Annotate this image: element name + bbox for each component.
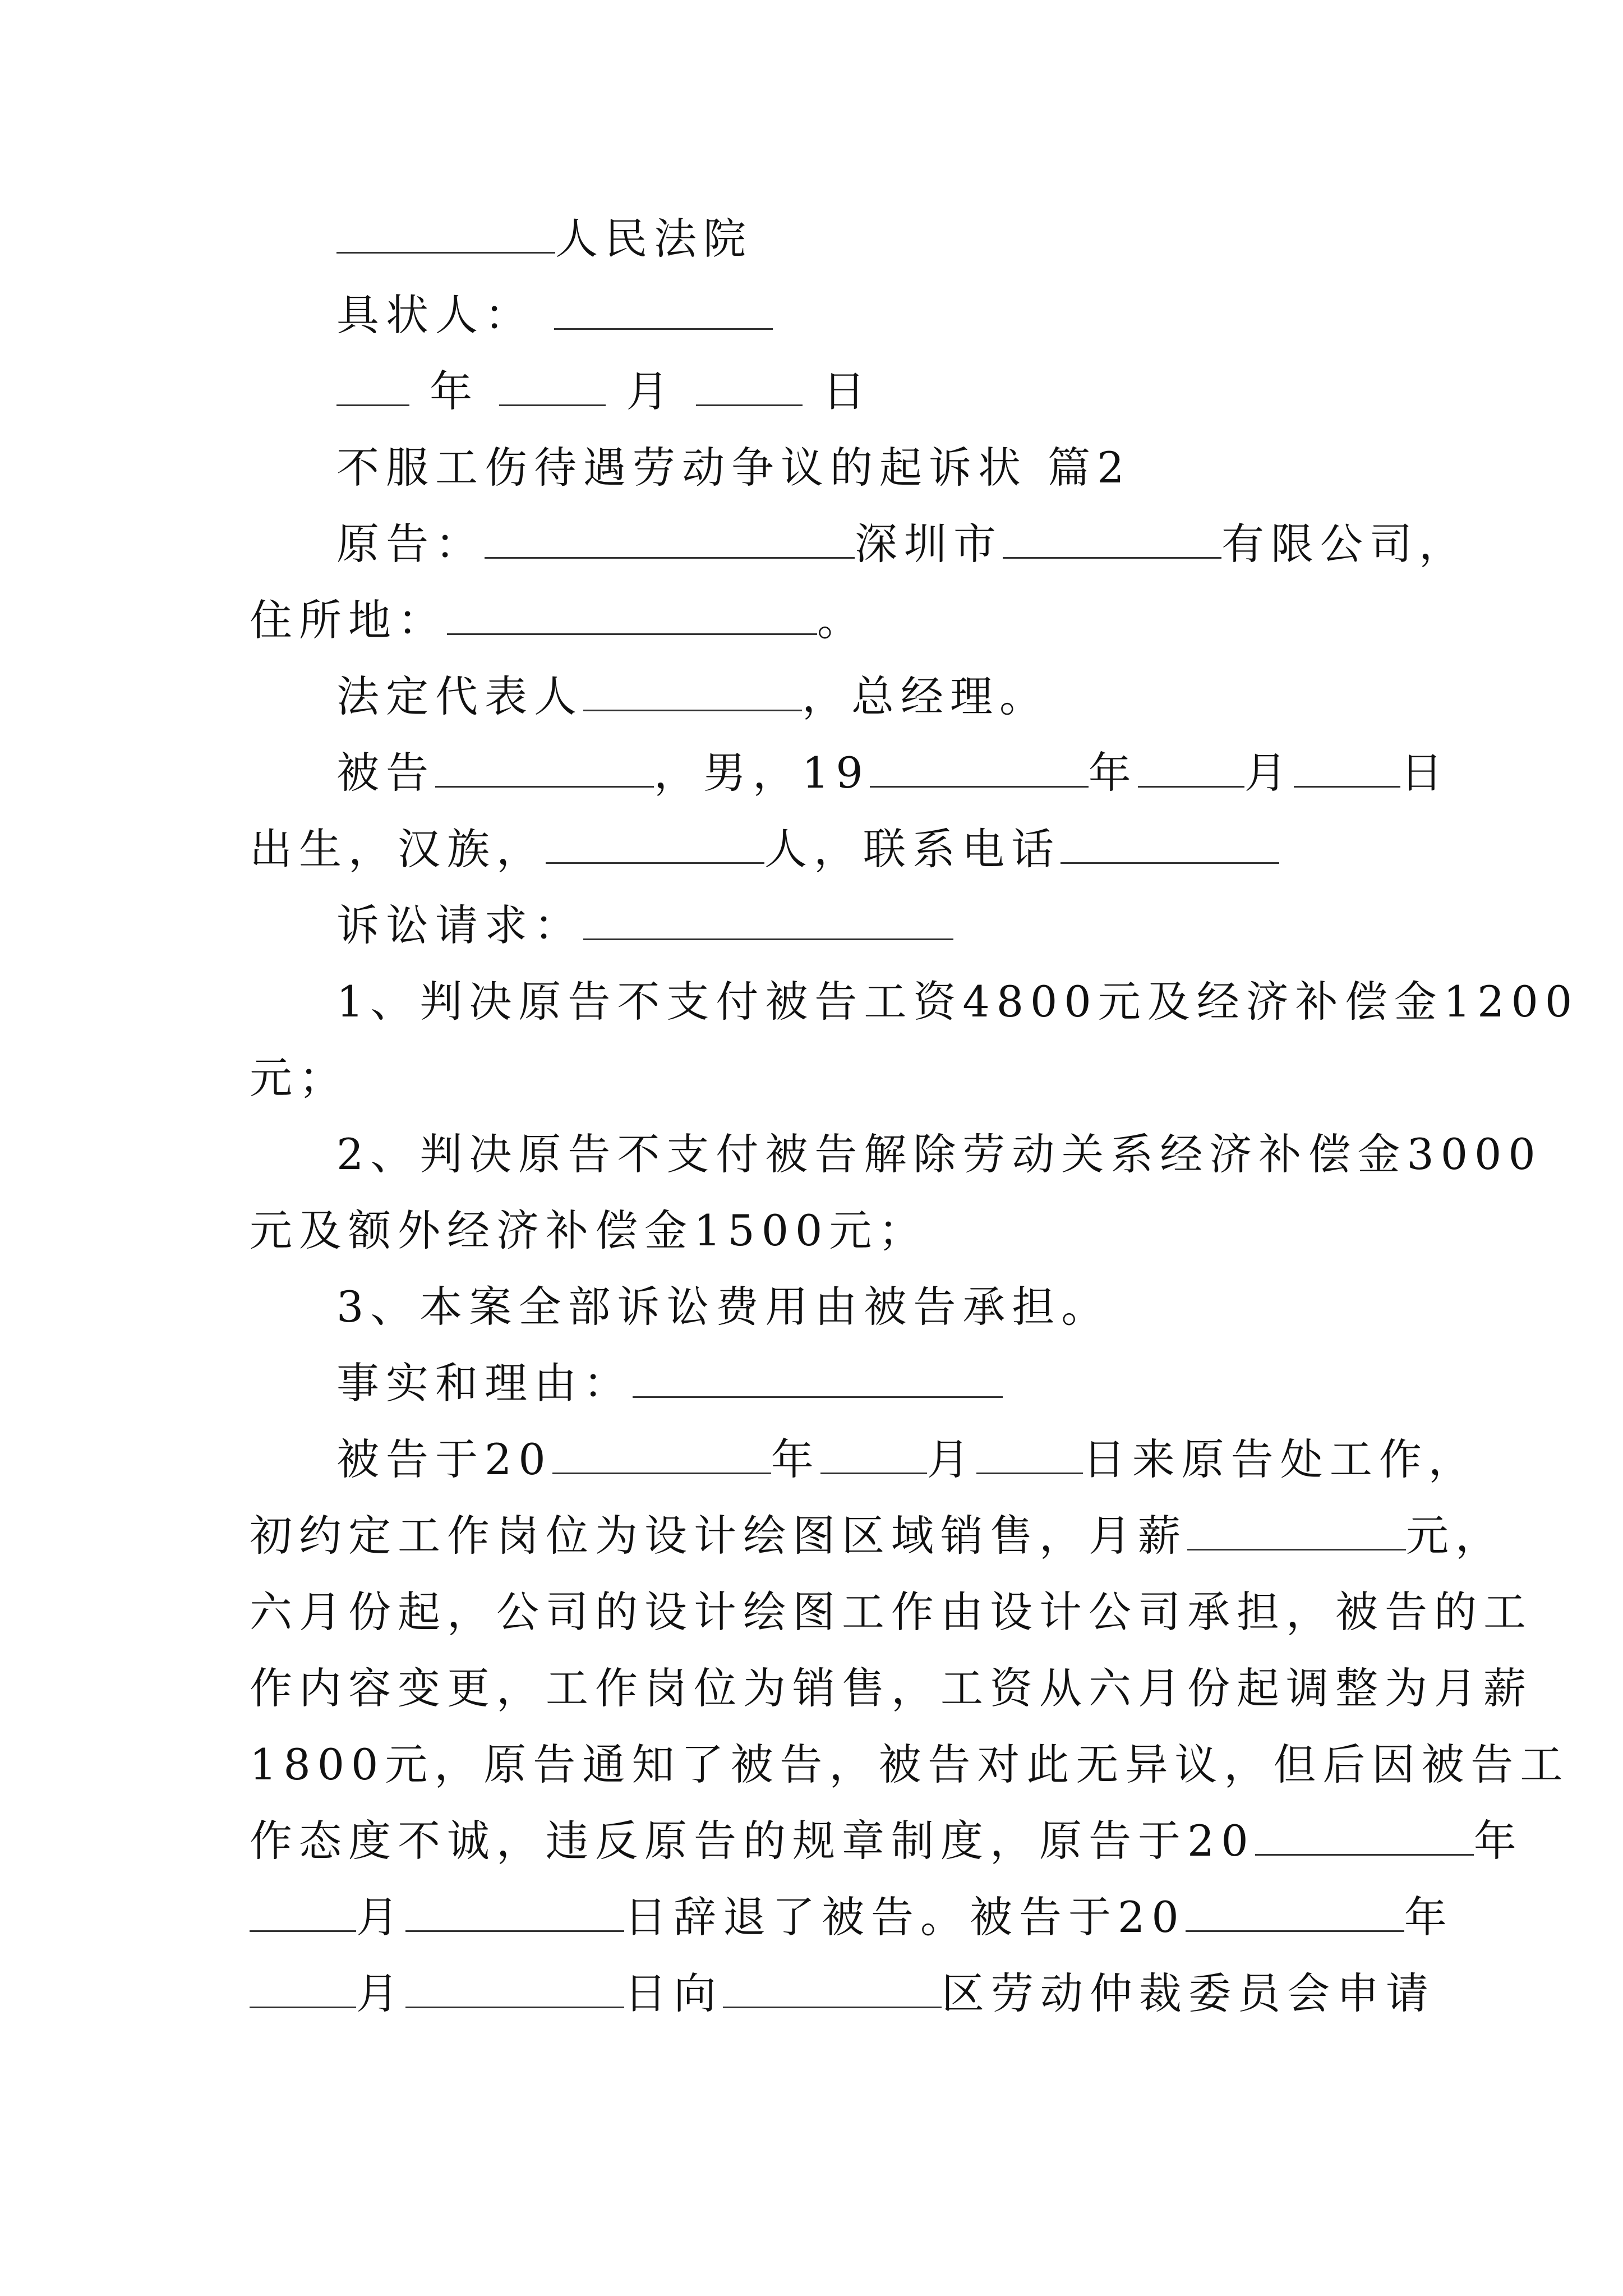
document-heading: 不服工伤待遇劳动争议的起诉状 篇2	[336, 443, 1131, 493]
origin-suffix: 人，联系电话	[764, 824, 1061, 874]
claims-label-line	[336, 899, 1402, 953]
facts-line-2: 初约定工作岗位为设计绘图区域销售，月薪 元，	[250, 1511, 1505, 1561]
month-label: 月	[626, 366, 676, 416]
address-blank[interactable]	[447, 596, 817, 635]
plaintiff-company: 有限公司，	[1221, 519, 1468, 569]
claim-2-line: 2、判决原告不支付被告解除劳动关系经济补偿金3000	[336, 1129, 1542, 1179]
legal-rep-title: ，总经理。	[802, 671, 1049, 721]
legal-rep-blank[interactable]	[583, 673, 802, 711]
facts-line-7: 月 日辞退了被告。被告于20 年	[250, 1890, 1399, 1944]
day-blank[interactable]	[696, 367, 803, 406]
arbitration-year-blank[interactable]	[1186, 1893, 1404, 1932]
arbitration-day-blank[interactable]	[405, 1970, 624, 2008]
birth-label: 出生，汉族，	[250, 824, 546, 874]
day-label: 日	[822, 366, 872, 416]
year-blank[interactable]	[336, 367, 409, 406]
district-blank[interactable]	[723, 1970, 942, 2008]
facts-line-8: 月 日向 区劳动仲裁委员会申请	[250, 1967, 1399, 2021]
court-suffix: 人民法院	[555, 214, 753, 264]
dismissal-day-blank[interactable]	[405, 1893, 624, 1932]
facts-label: 事实和理由：	[336, 1358, 633, 1408]
origin-blank[interactable]	[546, 825, 764, 864]
claims-label: 诉讼请求：	[336, 900, 583, 950]
birth-year-blank[interactable]	[870, 749, 1089, 788]
defendant-detail-line	[250, 822, 1399, 876]
month-blank[interactable]	[499, 367, 606, 406]
birth-month-blank[interactable]	[1138, 749, 1244, 788]
birth-day-label: 日	[1400, 748, 1450, 798]
claim-1-continuation: 元；	[250, 1053, 348, 1103]
claim-1-line: 1、判决原告不支付被告工资4800元及经济补偿金1200	[336, 977, 1579, 1027]
facts-line-6: 作态度不诚，违反原告的规章制度，原告于20 年	[250, 1816, 1523, 1866]
address-stop: 。	[817, 595, 866, 645]
signer-label: 具状人：	[336, 290, 534, 340]
facts-line-4: 作内容变更，工作岗位为销售，工资从六月份起调整为月薪	[250, 1663, 1533, 1713]
defendant-name-blank[interactable]	[435, 749, 654, 788]
facts-line-3: 六月份起，公司的设计绘图工作由设计公司承担，被告的工	[250, 1587, 1533, 1637]
legal-rep-label: 法定代表人	[336, 671, 583, 721]
claim-2-continuation: 元及额外经济补偿金1500元；	[250, 1205, 928, 1255]
defendant-gender: ，男，19	[654, 748, 870, 798]
plaintiff-blank[interactable]	[485, 520, 855, 559]
start-month-blank[interactable]	[820, 1435, 927, 1474]
birth-day-blank[interactable]	[1294, 749, 1400, 788]
year-label: 年	[430, 366, 479, 416]
arbitration-month-blank[interactable]	[250, 1970, 356, 2008]
signer-blank[interactable]	[554, 291, 773, 330]
defendant-line	[336, 746, 1450, 800]
court-name-blank[interactable]	[336, 215, 555, 254]
phone-blank[interactable]	[1061, 825, 1279, 864]
claim-3-line: 3、本案全部诉讼费用由被告承担。	[336, 1282, 1111, 1332]
address-line	[250, 593, 1399, 647]
start-day-blank[interactable]	[976, 1435, 1083, 1474]
birth-month-label: 月	[1244, 748, 1294, 798]
plaintiff-line	[336, 517, 1468, 571]
date-line	[336, 365, 1402, 418]
dismissal-month-blank[interactable]	[250, 1893, 356, 1932]
plaintiff-label: 原告：	[336, 519, 485, 569]
start-year-blank[interactable]	[552, 1435, 771, 1474]
birth-year-label: 年	[1088, 748, 1138, 798]
signer-line	[336, 288, 1402, 342]
company-name-blank[interactable]	[1003, 520, 1221, 559]
claims-blank[interactable]	[583, 901, 953, 940]
facts-blank[interactable]	[633, 1359, 1003, 1398]
address-label: 住所地：	[250, 595, 447, 645]
defendant-label: 被告	[336, 748, 435, 798]
plaintiff-city: 深圳市	[855, 519, 1003, 569]
facts-line-1: 被告于20 年 月 日来原告处工作，	[336, 1434, 1478, 1484]
court-line	[336, 212, 1402, 266]
dismissal-year-blank[interactable]	[1255, 1817, 1474, 1856]
legal-rep-line	[336, 670, 1402, 724]
facts-line-5: 1800元，原告通知了被告，被告对此无异议，但后因被告工	[250, 1740, 1570, 1789]
facts-label-line	[336, 1356, 1402, 1410]
salary-blank[interactable]	[1187, 1512, 1406, 1550]
